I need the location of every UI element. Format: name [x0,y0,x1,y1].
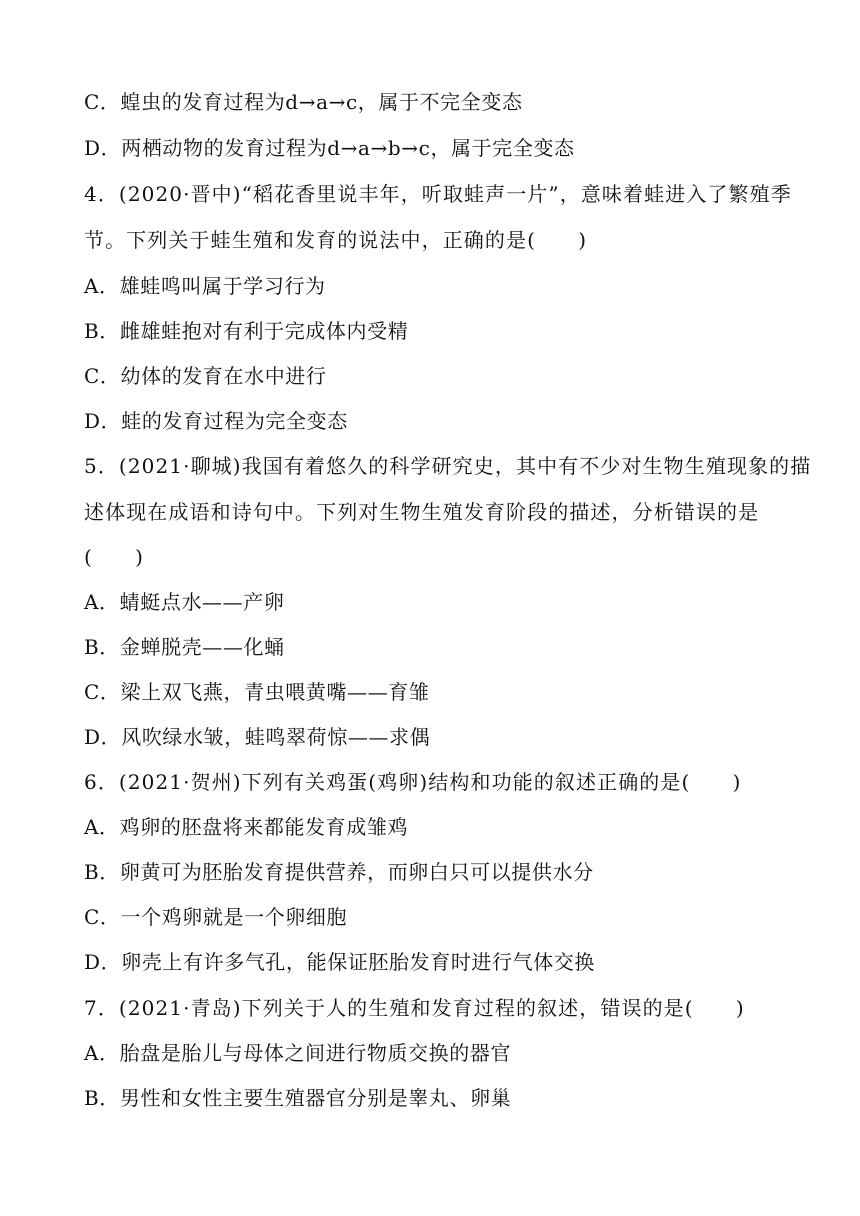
option-7b: B．男性和女性主要生殖器官分别是睾丸、卵巢 [84,1086,512,1110]
option-5a: A．蜻蜓点水——产卵 [84,590,285,614]
option-4b: B．雌雄蛙抱对有利于完成体内受精 [84,319,409,343]
option-5c: C．梁上双飞燕，青虫喂黄嘴——育雏 [84,680,430,704]
question-5-stem-line-1: 5．(2021·聊城)我国有着悠久的科学研究史，其中有不少对生物生殖现象的描 [84,454,812,478]
option-4c: C．幼体的发育在水中进行 [84,364,327,388]
question-5-answer-blank: ( ) [84,545,145,569]
question-4-stem-line-2: 节。下列关于蛙生殖和发育的说法中，正确的是( ) [84,228,588,252]
option-6d: D．卵壳上有许多气孔，能保证胚胎发育时进行气体交换 [84,950,596,974]
option-3c: C．蝗虫的发育过程为d→a→c，属于不完全变态 [84,90,523,114]
question-7-stem: 7．(2021·青岛)下列关于人的生殖和发育过程的叙述，错误的是( ) [84,996,745,1020]
option-7a: A．胎盘是胎儿与母体之间进行物质交换的器官 [84,1041,512,1065]
option-6b: B．卵黄可为胚胎发育提供营养，而卵白只可以提供水分 [84,860,594,884]
option-3d: D．两栖动物的发育过程为d→a→b→c，属于完全变态 [84,136,575,160]
question-6-stem: 6．(2021·贺州)下列有关鸡蛋(鸡卵)结构和功能的叙述正确的是( ) [84,770,742,794]
option-6a: A．鸡卵的胚盘将来都能发育成雏鸡 [84,815,409,839]
option-5b: B．金蝉脱壳——化蛹 [84,635,285,659]
option-5d: D．风吹绿水皱，蛙鸣翠荷惊——求偶 [84,725,431,749]
question-5-stem-line-2: 述体现在成语和诗句中。下列对生物生殖发育阶段的描述，分析错误的是 [84,500,760,524]
question-4-stem-line-1: 4．(2020·晋中)“稻花香里说丰年，听取蛙声一片”，意味着蛙进入了繁殖季 [84,182,792,206]
option-4a: A．雄蛙鸣叫属于学习行为 [84,274,326,298]
option-4d: D．蛙的发育过程为完全变态 [84,409,348,433]
option-6c: C．一个鸡卵就是一个卵细胞 [84,905,348,929]
